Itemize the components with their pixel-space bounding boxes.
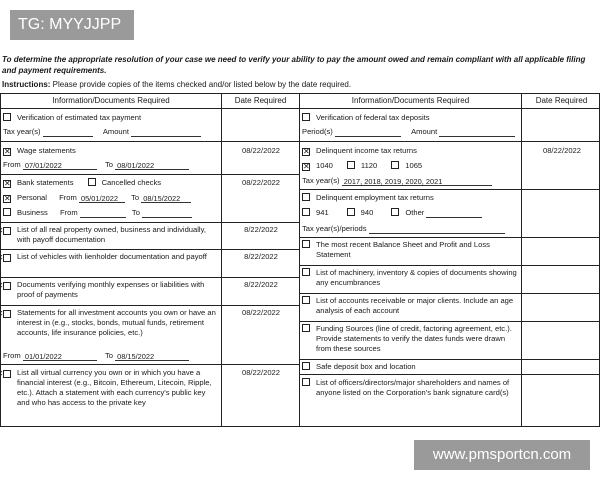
to-label: To bbox=[104, 351, 113, 360]
deposit-box-row bbox=[302, 362, 416, 372]
employment-forms-row bbox=[302, 208, 482, 218]
funding-checkbox[interactable] bbox=[302, 324, 310, 332]
receivable-label: List of accounts receivable or major clients. Include an age analysis of each account bbox=[316, 296, 514, 315]
investments-checkbox[interactable] bbox=[3, 310, 11, 318]
row-divider bbox=[299, 359, 600, 360]
requirements-table bbox=[0, 93, 600, 427]
tax-years-field[interactable] bbox=[43, 128, 93, 137]
tax-years-label: Tax year(s) bbox=[302, 176, 340, 185]
deposit-box-checkbox[interactable] bbox=[302, 362, 310, 370]
vehicles-label: List of vehicles with lienholder documentation and payoff bbox=[17, 252, 207, 261]
expenses-row bbox=[3, 280, 219, 300]
row-divider bbox=[299, 141, 600, 142]
officers-checkbox[interactable] bbox=[302, 378, 310, 386]
fed-deposits-fields bbox=[302, 127, 515, 137]
property-row bbox=[3, 225, 219, 245]
form-1040-label: 1040 bbox=[316, 161, 333, 170]
to-label: To bbox=[131, 208, 140, 217]
officers-row bbox=[302, 378, 518, 398]
to-label: To bbox=[104, 160, 113, 169]
funding-row bbox=[302, 324, 518, 354]
row-divider bbox=[299, 293, 600, 294]
row-divider bbox=[299, 374, 600, 375]
periods-field[interactable] bbox=[335, 128, 401, 137]
est-tax-fields bbox=[3, 127, 201, 137]
wage-from-field[interactable]: 07/01/2022 bbox=[23, 161, 97, 170]
cancelled-checkbox[interactable] bbox=[88, 178, 96, 186]
business-row bbox=[3, 208, 192, 218]
row-divider bbox=[299, 189, 600, 190]
crypto-checkbox[interactable] bbox=[3, 370, 11, 378]
amount-field[interactable] bbox=[439, 128, 515, 137]
wage-label: Wage statements bbox=[17, 146, 76, 155]
vehicles-row bbox=[3, 252, 219, 262]
business-checkbox[interactable] bbox=[3, 208, 11, 216]
from-label: From bbox=[3, 351, 21, 360]
inv-to-field[interactable]: 08/15/2022 bbox=[115, 352, 189, 361]
investments-date: 08/22/2022 bbox=[241, 308, 280, 317]
tax-years-field[interactable]: 2017, 2018, 2019, 2020, 2021 bbox=[342, 177, 492, 186]
form-941-checkbox[interactable] bbox=[302, 208, 310, 216]
row-divider bbox=[1, 249, 299, 250]
row-divider bbox=[299, 237, 600, 238]
form-1040-checkbox[interactable] bbox=[302, 163, 310, 171]
employment-checkbox[interactable] bbox=[302, 193, 310, 201]
form-1120-checkbox[interactable] bbox=[347, 161, 355, 169]
website-watermark: www.pmsportcn.com bbox=[414, 440, 590, 470]
employment-label: Delinquent employment tax returns bbox=[316, 193, 434, 202]
delinquent-row bbox=[302, 146, 417, 156]
crypto-date: 08/22/2022 bbox=[241, 368, 280, 377]
other-label: Other bbox=[405, 208, 425, 217]
property-date: 8/22/2022 bbox=[244, 225, 278, 234]
header-date-left: Date Required bbox=[234, 96, 287, 105]
delinquent-label: Delinquent income tax returns bbox=[316, 146, 417, 155]
fed-deposits-label: Verification of federal tax deposits bbox=[316, 113, 430, 122]
expenses-label: Documents verifying monthly expenses or liabilities with proof of payments bbox=[17, 280, 205, 299]
balance-sheet-row bbox=[302, 240, 518, 260]
bank-checkbox[interactable] bbox=[3, 180, 11, 188]
tax-periods-field[interactable] bbox=[369, 225, 505, 234]
row-divider bbox=[1, 277, 299, 278]
from-label: From bbox=[59, 208, 78, 217]
personal-to-field[interactable]: 08/15/2022 bbox=[141, 194, 191, 203]
personal-row bbox=[3, 193, 191, 203]
machinery-label: List of machinery, inventory & copies of documents showing any encumbrances bbox=[316, 268, 517, 287]
amount-label: Amount bbox=[102, 127, 129, 136]
inv-from-field[interactable]: 01/01/2022 bbox=[23, 352, 97, 361]
row-divider bbox=[1, 222, 299, 223]
form-940-checkbox[interactable] bbox=[347, 208, 355, 216]
fed-deposits-checkbox[interactable] bbox=[302, 113, 310, 121]
crypto-row bbox=[3, 368, 219, 408]
instructions-label: Instructions: bbox=[2, 80, 51, 89]
wage-date: 08/22/2022 bbox=[241, 146, 280, 155]
instructions-line bbox=[0, 80, 600, 90]
est-tax-checkbox[interactable] bbox=[3, 113, 11, 121]
wage-checkbox[interactable] bbox=[3, 148, 11, 156]
periods-label: Period(s) bbox=[302, 127, 333, 136]
row-divider bbox=[1, 364, 299, 365]
personal-checkbox[interactable] bbox=[3, 195, 11, 203]
row-divider bbox=[1, 141, 299, 142]
est-tax-label: Verification of estimated tax payment bbox=[17, 113, 142, 122]
header-info-left: Information/Documents Required bbox=[52, 96, 170, 105]
to-label: To bbox=[131, 193, 140, 202]
bank-label: Bank statements bbox=[17, 178, 74, 187]
tax-periods-label: Tax year(s)/periods bbox=[302, 224, 367, 233]
instructions-text: Please provide copies of the items checked and/or listed below by the date required. bbox=[50, 80, 352, 89]
machinery-row bbox=[302, 268, 518, 288]
investments-label: Statements for all investment accounts you own or have an interest in (e.g., stocks, bonds, mutual funds, retirement accounts, life insurance policies, etc.) bbox=[17, 308, 216, 337]
bank-date: 08/22/2022 bbox=[241, 178, 280, 187]
delinquent-date: 08/22/2022 bbox=[542, 146, 581, 155]
header-date-right: Date Required bbox=[535, 96, 588, 105]
business-label: Business bbox=[17, 208, 48, 217]
other-checkbox[interactable] bbox=[391, 208, 399, 216]
form-1065-label: 1065 bbox=[405, 161, 423, 170]
return-forms-row bbox=[302, 161, 422, 171]
funding-label: Funding Sources (line of credit, factoring agreement, etc.). Provide statements to verify the dates funds were drawn from these sources bbox=[316, 324, 512, 353]
employment-periods-row bbox=[302, 224, 505, 234]
est-tax-row bbox=[3, 113, 141, 123]
deposit-box-label: Safe deposit box and location bbox=[316, 362, 416, 371]
cancelled-label: Cancelled checks bbox=[101, 178, 162, 187]
form-1065-checkbox[interactable] bbox=[391, 161, 399, 169]
row-divider bbox=[299, 265, 600, 266]
business-to-field[interactable] bbox=[142, 209, 192, 218]
row-divider bbox=[1, 108, 600, 109]
vehicles-date: 8/22/2022 bbox=[244, 252, 278, 261]
form-940-label: 940 bbox=[360, 208, 374, 217]
business-from-field[interactable] bbox=[80, 209, 126, 218]
amount-label: Amount bbox=[411, 127, 438, 136]
officers-label: List of officers/directors/major shareholders and names of anyone listed on the Corporation's bank signature card(s) bbox=[316, 378, 510, 397]
property-checkbox[interactable] bbox=[3, 227, 11, 235]
expenses-checkbox[interactable] bbox=[3, 282, 11, 290]
delinquent-checkbox[interactable] bbox=[302, 148, 310, 156]
intro-paragraph: To determine the appropriate resolution of your case we need to verify your ability to pay the amount owed and remain compliant with all applicable filing and payment requirements. bbox=[2, 55, 586, 75]
wage-row bbox=[3, 146, 76, 156]
investments-row bbox=[3, 308, 219, 338]
crypto-label: List all virtual currency you own or in which you have a financial interest (e.g., Bitcoin, Ethereum, Litecoin, Ripple, etc.). Attach a statement with each currency's public key and who has access to the private key bbox=[17, 368, 212, 407]
receivable-checkbox[interactable] bbox=[302, 296, 310, 304]
form-941-label: 941 bbox=[316, 208, 329, 217]
col-divider bbox=[521, 94, 522, 426]
row-divider bbox=[1, 305, 299, 306]
wage-range bbox=[3, 160, 189, 170]
balance-sheet-label: The most recent Balance Sheet and Profit and Loss Statement bbox=[316, 240, 490, 259]
fed-deposits-row bbox=[302, 113, 430, 123]
from-label: From bbox=[3, 160, 21, 169]
personal-label: Personal bbox=[17, 193, 47, 202]
telegram-badge: TG: MYYJJPP bbox=[10, 10, 134, 40]
other-field[interactable] bbox=[426, 209, 482, 218]
form-1120-label: 1120 bbox=[360, 161, 378, 170]
receivable-row bbox=[302, 296, 518, 316]
row-divider bbox=[1, 174, 299, 175]
personal-from-field[interactable]: 05/01/2022 bbox=[79, 194, 125, 203]
employment-row bbox=[302, 193, 434, 203]
balance-sheet-checkbox[interactable] bbox=[302, 240, 310, 248]
row-divider bbox=[299, 321, 600, 322]
header-info-right: Information/Documents Required bbox=[351, 96, 470, 105]
machinery-checkbox[interactable] bbox=[302, 268, 310, 276]
expenses-date: 8/22/2022 bbox=[244, 280, 278, 289]
property-label: List of all real property owned, business and individually, with payoff documentation bbox=[17, 225, 206, 244]
delinquent-years-row bbox=[302, 176, 492, 186]
investments-range bbox=[3, 351, 189, 361]
tax-years-label: Tax year(s) bbox=[3, 127, 41, 136]
from-label: From bbox=[59, 193, 77, 202]
amount-field[interactable] bbox=[131, 128, 201, 137]
vehicles-checkbox[interactable] bbox=[3, 254, 11, 262]
wage-to-field[interactable]: 08/01/2022 bbox=[115, 161, 189, 170]
bank-row bbox=[3, 178, 161, 188]
